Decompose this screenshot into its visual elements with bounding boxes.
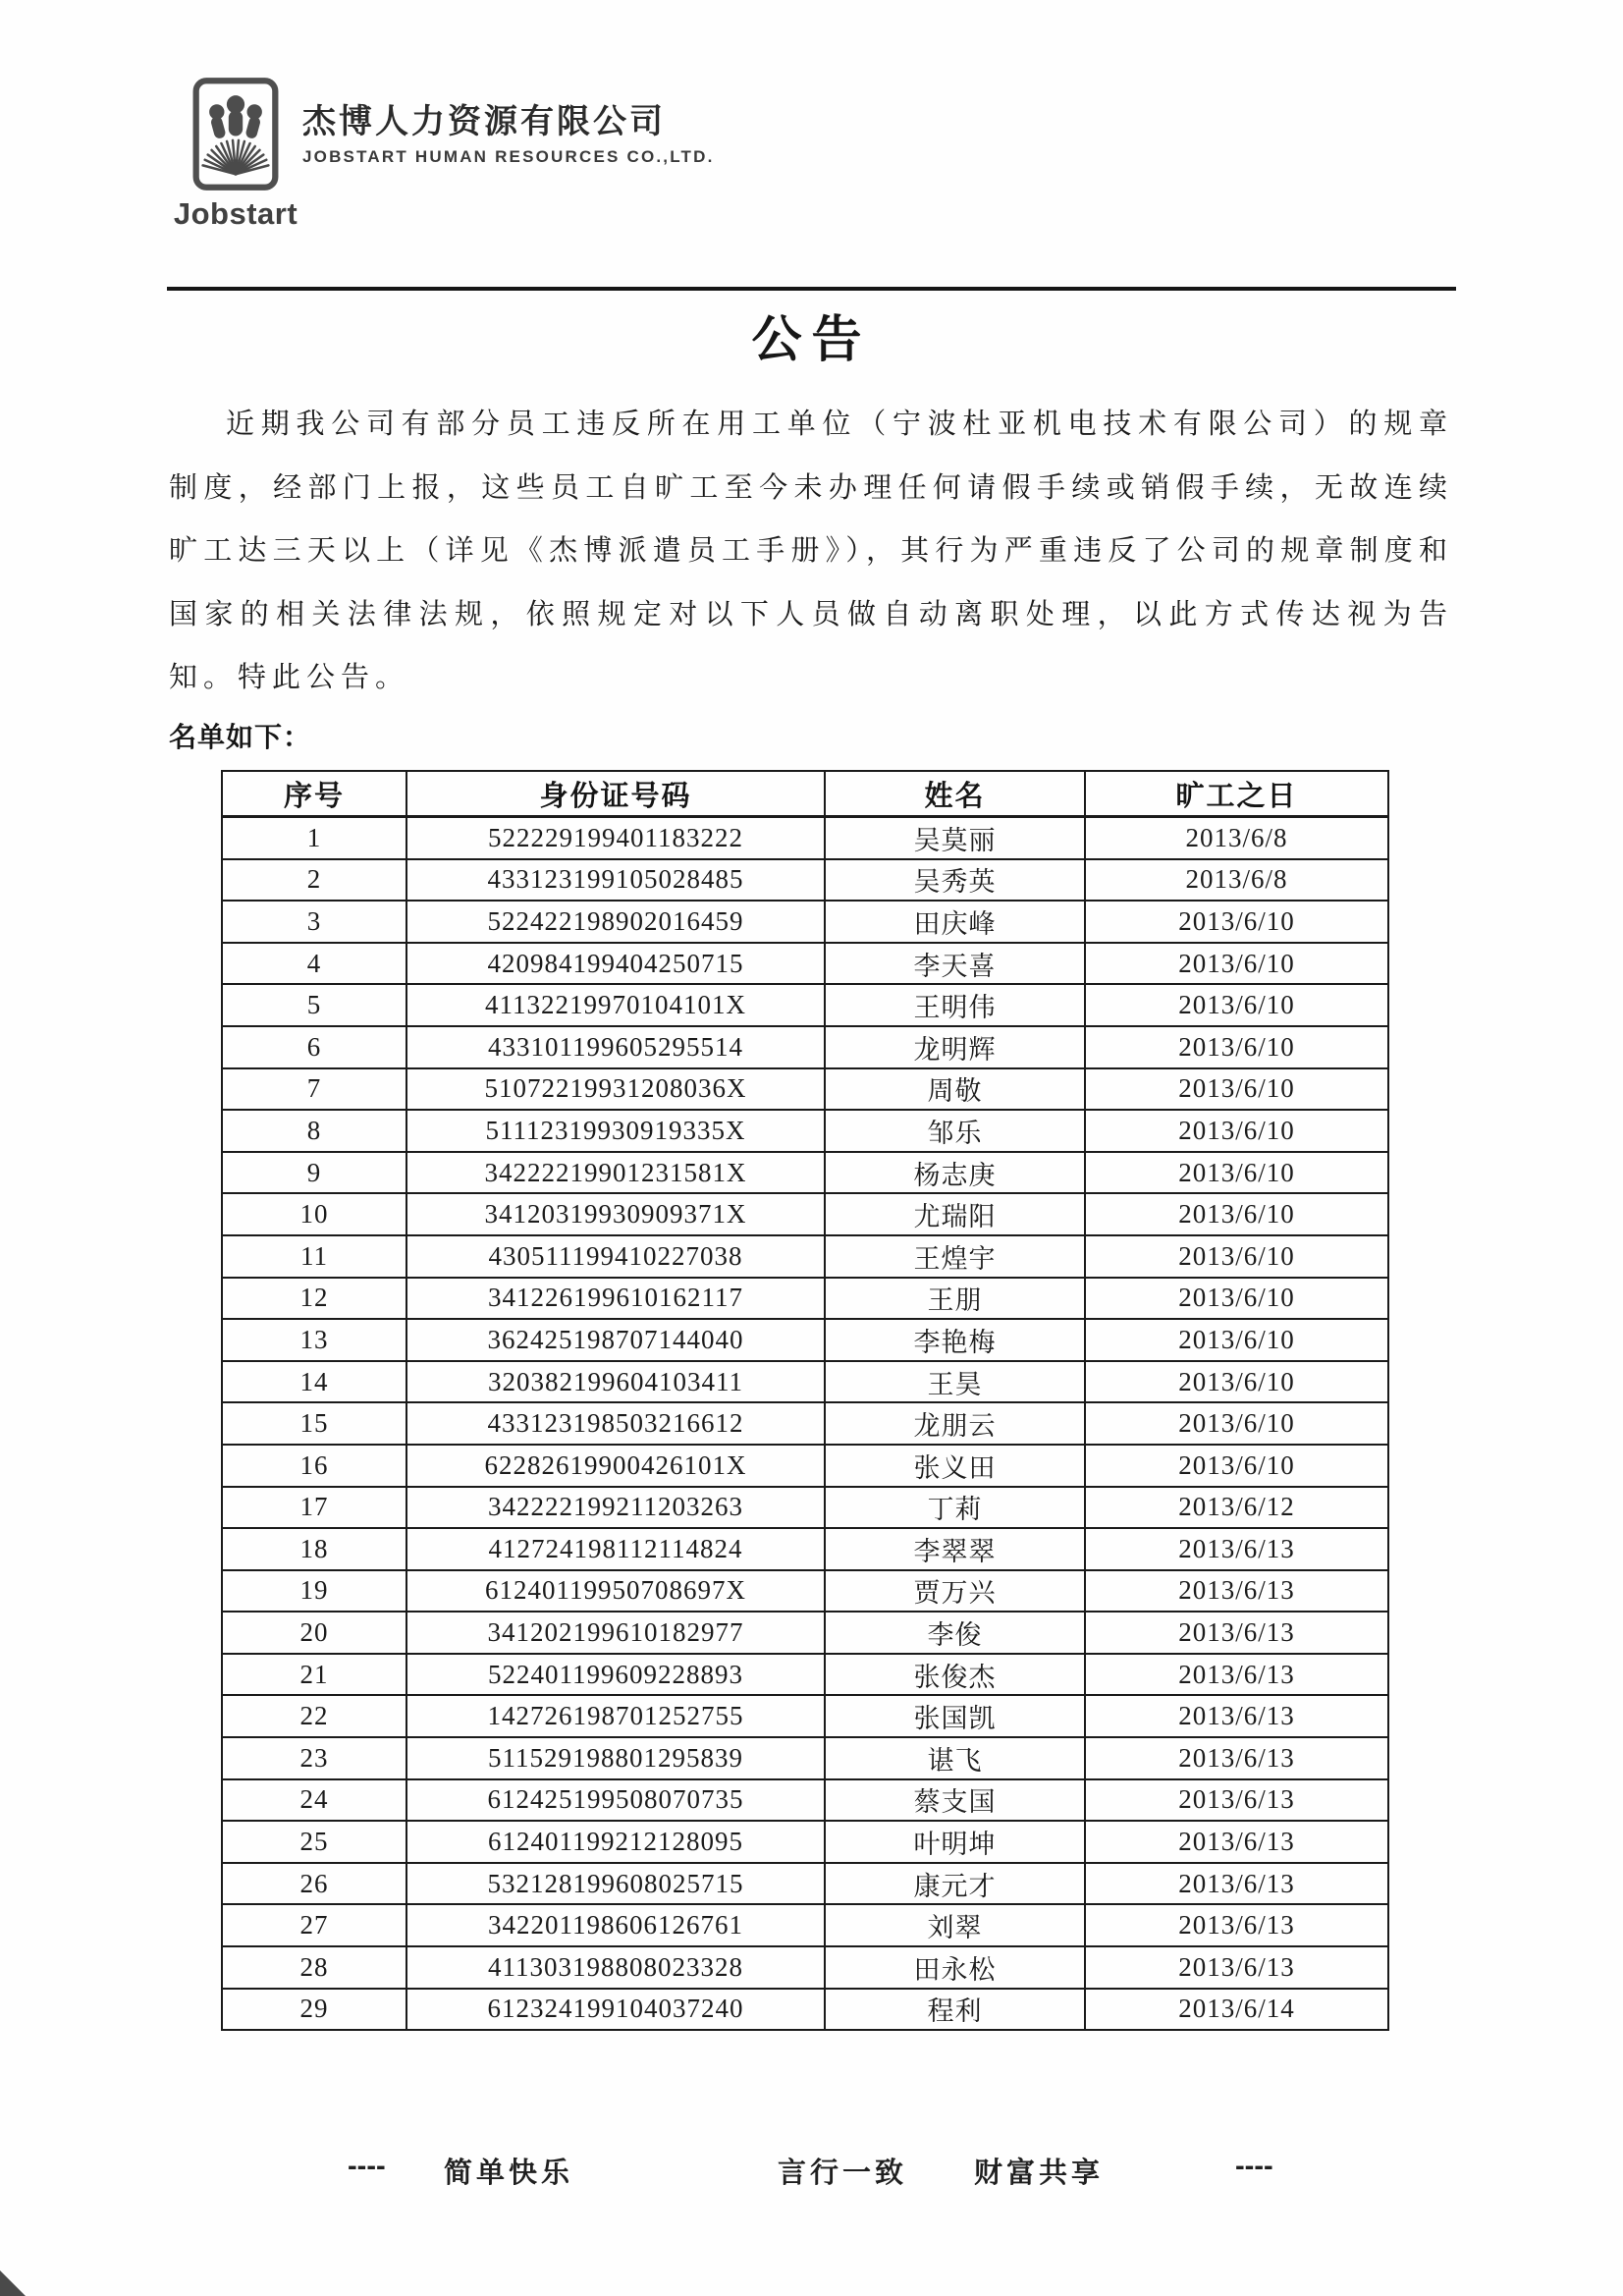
cell-serial: 20 (222, 1612, 406, 1654)
table-row (222, 1402, 1388, 1445)
table-row (222, 1110, 1388, 1152)
cell-absence-date: 2013/6/10 (1085, 1361, 1388, 1403)
motto-item-consistent: 言行一致 (778, 2158, 908, 2189)
cell-name: 王明伟 (825, 984, 1085, 1026)
jobstart-people-logo-icon (189, 75, 283, 194)
cell-serial: 24 (222, 1779, 406, 1822)
cell-name: 程利 (825, 1989, 1085, 2031)
cell-name: 李翠翠 (825, 1528, 1085, 1570)
cell-serial: 10 (222, 1193, 406, 1235)
cell-name: 张义田 (825, 1445, 1085, 1487)
cell-id-number: 522401199609228893 (406, 1654, 825, 1696)
table-row (222, 1612, 1388, 1654)
cell-serial: 28 (222, 1946, 406, 1989)
cell-id-number: 412724198112114824 (406, 1528, 825, 1570)
cell-name: 康元才 (825, 1863, 1085, 1905)
cell-id-number: 612324199104037240 (406, 1989, 825, 2031)
cell-absence-date: 2013/6/13 (1085, 1904, 1388, 1946)
logo-wordmark: Jobstart (173, 196, 298, 231)
cell-id-number: 532128199608025715 (406, 1863, 825, 1905)
cell-absence-date: 2013/6/8 (1085, 817, 1388, 859)
cell-absence-date: 2013/6/10 (1085, 1235, 1388, 1278)
cell-serial: 29 (222, 1989, 406, 2031)
table-row (222, 1319, 1388, 1361)
cell-id-number: 612401199212128095 (406, 1821, 825, 1863)
cell-id-number: 41132219970104101X (406, 984, 825, 1026)
cell-id-number: 342222199211203263 (406, 1487, 825, 1529)
table-row (222, 1068, 1388, 1111)
header-id-number: 身份证号码 (406, 771, 825, 817)
cell-serial: 7 (222, 1068, 406, 1111)
cell-id-number: 511529198801295839 (406, 1737, 825, 1779)
motto-dash-right: ---- (1235, 2151, 1273, 2182)
cell-serial: 22 (222, 1695, 406, 1737)
cell-name: 吴秀英 (825, 859, 1085, 902)
cell-serial: 18 (222, 1528, 406, 1570)
table-row (222, 1695, 1388, 1737)
cell-id-number: 51112319930919335X (406, 1110, 825, 1152)
cell-name: 周敬 (825, 1068, 1085, 1111)
cell-absence-date: 2013/6/13 (1085, 1737, 1388, 1779)
cell-id-number: 51072219931208036X (406, 1068, 825, 1111)
cell-serial: 27 (222, 1904, 406, 1946)
cell-serial: 14 (222, 1361, 406, 1403)
cell-id-number: 142726198701252755 (406, 1695, 825, 1737)
cell-name: 杨志庚 (825, 1152, 1085, 1194)
cell-name: 吴莫丽 (825, 817, 1085, 859)
cell-serial: 8 (222, 1110, 406, 1152)
table-row (222, 1570, 1388, 1613)
cell-serial: 6 (222, 1026, 406, 1068)
table-row (222, 901, 1388, 943)
cell-id-number: 362425198707144040 (406, 1319, 825, 1361)
cell-id-number: 34120319930909371X (406, 1193, 825, 1235)
cell-serial: 23 (222, 1737, 406, 1779)
cell-id-number: 430511199410227038 (406, 1235, 825, 1278)
cell-name: 王朋 (825, 1278, 1085, 1320)
table-row (222, 1528, 1388, 1570)
table-row (222, 1278, 1388, 1320)
cell-absence-date: 2013/6/10 (1085, 984, 1388, 1026)
cell-serial: 5 (222, 984, 406, 1026)
cell-absence-date: 2013/6/13 (1085, 1654, 1388, 1696)
cell-name: 张国凯 (825, 1695, 1085, 1737)
page-title: 公告 (751, 311, 872, 367)
cell-name: 贾万兴 (825, 1570, 1085, 1613)
cell-id-number: 433101199605295514 (406, 1026, 825, 1068)
cell-name: 王昊 (825, 1361, 1085, 1403)
table-row (222, 1737, 1388, 1779)
cell-absence-date: 2013/6/10 (1085, 1278, 1388, 1320)
cell-name: 龙明辉 (825, 1026, 1085, 1068)
table-row (222, 1193, 1388, 1235)
cell-absence-date: 2013/6/10 (1085, 1110, 1388, 1152)
cell-serial: 21 (222, 1654, 406, 1696)
table-header-row (222, 771, 1388, 817)
cell-id-number: 433123198503216612 (406, 1402, 825, 1445)
company-name-block (302, 75, 715, 167)
table-row (222, 817, 1388, 859)
cell-id-number: 612425199508070735 (406, 1779, 825, 1822)
table-row (222, 859, 1388, 902)
cell-serial: 1 (222, 817, 406, 859)
cell-id-number: 320382199604103411 (406, 1361, 825, 1403)
table-row (222, 1821, 1388, 1863)
cell-id-number: 61240119950708697X (406, 1570, 825, 1613)
footer-motto (0, 2151, 1623, 2190)
letterhead-divider-line (167, 287, 1456, 291)
letterhead (173, 75, 715, 232)
company-name-chinese: 杰博人力资源有限公司 (302, 104, 666, 140)
cell-serial: 25 (222, 1821, 406, 1863)
cell-name: 丁莉 (825, 1487, 1085, 1529)
dismissal-roster-table (221, 770, 1389, 2031)
cell-absence-date: 2013/6/10 (1085, 1193, 1388, 1235)
cell-name: 邹乐 (825, 1110, 1085, 1152)
cell-id-number: 433123199105028485 (406, 859, 825, 902)
cell-absence-date: 2013/6/13 (1085, 1528, 1388, 1570)
cell-absence-date: 2013/6/13 (1085, 1695, 1388, 1737)
cell-id-number: 62282619900426101X (406, 1445, 825, 1487)
cell-id-number: 342201198606126761 (406, 1904, 825, 1946)
cell-serial: 12 (222, 1278, 406, 1320)
cell-absence-date: 2013/6/13 (1085, 1821, 1388, 1863)
cell-serial: 26 (222, 1863, 406, 1905)
cell-absence-date: 2013/6/10 (1085, 1152, 1388, 1194)
cell-name: 刘翠 (825, 1904, 1085, 1946)
cell-absence-date: 2013/6/10 (1085, 1319, 1388, 1361)
cell-serial: 11 (222, 1235, 406, 1278)
roster-table-body (222, 817, 1388, 2031)
announcement-paragraph: 近期我公司有部分员工违反所在用工单位（宁波杜亚机电技术有限公司）的规章制度，经部门上报，这些员工自旷工至今未办理任何请假手续或销假手续，无故连续旷工达三天以上（详见《杰博派遣员工手册》），其行为严重违反了公司的规章制度和国家的相关法律法规，依照规定对以下人员做自动离职处理，以此方式传达视为告知。特此公告。 (169, 409, 1453, 693)
cell-serial: 9 (222, 1152, 406, 1194)
cell-absence-date: 2013/6/10 (1085, 1068, 1388, 1111)
cell-name: 叶明坤 (825, 1821, 1085, 1863)
cell-serial: 3 (222, 901, 406, 943)
cell-name: 李俊 (825, 1612, 1085, 1654)
table-row (222, 1445, 1388, 1487)
cell-serial: 19 (222, 1570, 406, 1613)
cell-absence-date: 2013/6/13 (1085, 1863, 1388, 1905)
cell-absence-date: 2013/6/10 (1085, 901, 1388, 943)
list-label: 名单如下： (169, 722, 312, 752)
cell-name: 田永松 (825, 1946, 1085, 1989)
table-row (222, 1026, 1388, 1068)
cell-serial: 17 (222, 1487, 406, 1529)
cell-absence-date: 2013/6/13 (1085, 1946, 1388, 1989)
cell-id-number: 522422198902016459 (406, 901, 825, 943)
cell-absence-date: 2013/6/12 (1085, 1487, 1388, 1529)
table-row (222, 1235, 1388, 1278)
table-row (222, 1863, 1388, 1905)
cell-absence-date: 2013/6/10 (1085, 1402, 1388, 1445)
scan-corner-artifact (0, 2270, 26, 2296)
cell-serial: 16 (222, 1445, 406, 1487)
company-name-english: JOBSTART HUMAN RESOURCES CO.,LTD. (302, 147, 715, 166)
cell-id-number: 411303198808023328 (406, 1946, 825, 1989)
motto-item-wealth: 财富共享 (974, 2158, 1105, 2189)
table-row (222, 1989, 1388, 2031)
motto-item-happy: 简单快乐 (444, 2158, 574, 2189)
cell-name: 李天喜 (825, 943, 1085, 985)
header-absence-date: 旷工之日 (1085, 771, 1388, 817)
table-row (222, 1904, 1388, 1946)
cell-id-number: 34222219901231581X (406, 1152, 825, 1194)
table-row (222, 1654, 1388, 1696)
cell-name: 尤瑞阳 (825, 1193, 1085, 1235)
cell-absence-date: 2013/6/13 (1085, 1612, 1388, 1654)
table-row (222, 943, 1388, 985)
table-row (222, 1946, 1388, 1989)
cell-absence-date: 2013/6/13 (1085, 1779, 1388, 1822)
header-serial: 序号 (222, 771, 406, 817)
cell-absence-date: 2013/6/8 (1085, 859, 1388, 902)
cell-name: 李艳梅 (825, 1319, 1085, 1361)
table-row (222, 1487, 1388, 1529)
table-row (222, 1152, 1388, 1194)
cell-id-number: 522229199401183222 (406, 817, 825, 859)
table-row (222, 1779, 1388, 1822)
cell-serial: 2 (222, 859, 406, 902)
cell-absence-date: 2013/6/10 (1085, 943, 1388, 985)
cell-name: 谌飞 (825, 1737, 1085, 1779)
table-row (222, 1361, 1388, 1403)
table-row (222, 984, 1388, 1026)
cell-absence-date: 2013/6/10 (1085, 1026, 1388, 1068)
cell-absence-date: 2013/6/13 (1085, 1570, 1388, 1613)
cell-id-number: 341202199610182977 (406, 1612, 825, 1654)
cell-absence-date: 2013/6/14 (1085, 1989, 1388, 2031)
cell-name: 张俊杰 (825, 1654, 1085, 1696)
cell-name: 田庆峰 (825, 901, 1085, 943)
cell-id-number: 341226199610162117 (406, 1278, 825, 1320)
cell-serial: 4 (222, 943, 406, 985)
header-name: 姓名 (825, 771, 1085, 817)
motto-dash-left: ---- (348, 2151, 386, 2182)
cell-name: 龙朋云 (825, 1402, 1085, 1445)
company-logo (173, 75, 298, 232)
cell-name: 王煌宇 (825, 1235, 1085, 1278)
cell-serial: 13 (222, 1319, 406, 1361)
cell-name: 蔡支国 (825, 1779, 1085, 1822)
cell-serial: 15 (222, 1402, 406, 1445)
cell-absence-date: 2013/6/10 (1085, 1445, 1388, 1487)
cell-id-number: 420984199404250715 (406, 943, 825, 985)
